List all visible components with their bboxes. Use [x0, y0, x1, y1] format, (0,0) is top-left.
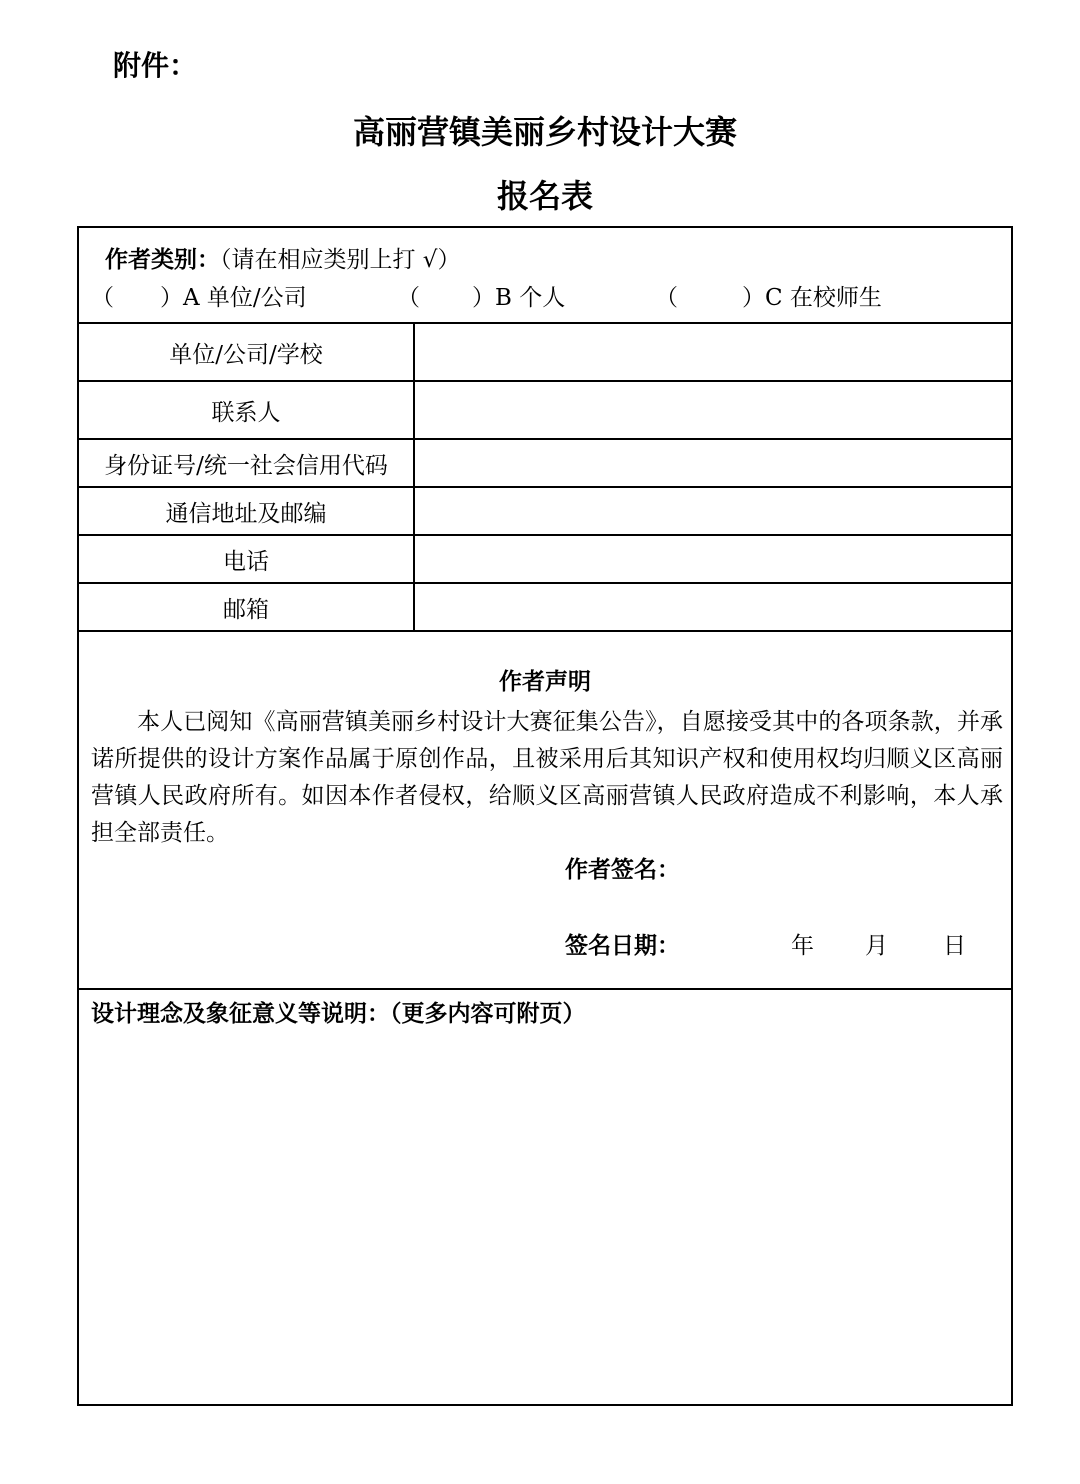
checkbox-close-paren: ） [742, 285, 765, 311]
signature-label: 作者签名： [565, 857, 680, 883]
field-label-address: 通信地址及邮编 [165, 500, 327, 527]
contact-input[interactable] [415, 382, 1011, 438]
email-input[interactable] [415, 584, 1011, 630]
organization-input[interactable] [415, 324, 1011, 380]
category-heading [105, 244, 460, 276]
field-label-id-number: 身份证号/统一社会信用代码 [104, 452, 388, 479]
concept-label: 设计理念及象征意义等说明：（更多内容可附页） [91, 1001, 586, 1027]
date-day-unit: 日 [943, 933, 966, 959]
signature-date-label: 签名日期： [565, 933, 680, 959]
option-label: B 个人 [495, 285, 566, 311]
option-label: C 在校师生 [765, 285, 882, 311]
checkbox-open-paren: （ [397, 285, 420, 311]
checkbox-close-paren: ） [160, 285, 183, 311]
form-title: 高丽营镇美丽乡村设计大赛 [352, 113, 737, 151]
field-label-email: 邮箱 [223, 596, 269, 623]
category-option-individual[interactable] [397, 282, 565, 314]
row-divider [79, 630, 1011, 632]
row-divider [79, 988, 1011, 990]
form-subtitle: 报名表 [496, 177, 593, 215]
checkbox-close-paren: ） [472, 285, 495, 311]
checkbox-open-paren: （ [91, 285, 114, 311]
field-label-phone: 电话 [223, 548, 269, 575]
registration-form [77, 226, 1013, 1406]
checkbox-open-paren: （ [655, 285, 678, 311]
concept-textarea[interactable] [91, 1040, 999, 1392]
declaration-body: 本人已阅知《高丽营镇美丽乡村设计大赛征集公告》，自愿接受其中的各项条款，并承诺所提供的设计方案作品属于原创作品，且被采用后其知识产权和使用权均归顺义区高丽营镇人民政府所有。如因本作者侵权，给顺义区高丽营镇人民政府造成不利影响，本人承担全部责任。 [91, 709, 1003, 846]
category-option-school[interactable] [655, 282, 882, 314]
field-label-contact: 联系人 [211, 399, 281, 426]
date-month-unit: 月 [865, 933, 888, 959]
address-input[interactable] [415, 488, 1011, 534]
declaration-title: 作者声明 [499, 669, 591, 695]
field-label-organization: 单位/公司/学校 [169, 341, 323, 368]
phone-input[interactable] [415, 536, 1011, 582]
category-option-company[interactable] [91, 282, 307, 314]
option-label: A 单位/公司 [183, 285, 307, 311]
attachment-label: 附件： [113, 49, 198, 82]
category-hint: （请在相应类别上打 √） [220, 247, 461, 273]
date-year-unit: 年 [791, 933, 814, 959]
id-number-input[interactable] [415, 440, 1011, 486]
category-label: 作者类别： [105, 247, 220, 273]
